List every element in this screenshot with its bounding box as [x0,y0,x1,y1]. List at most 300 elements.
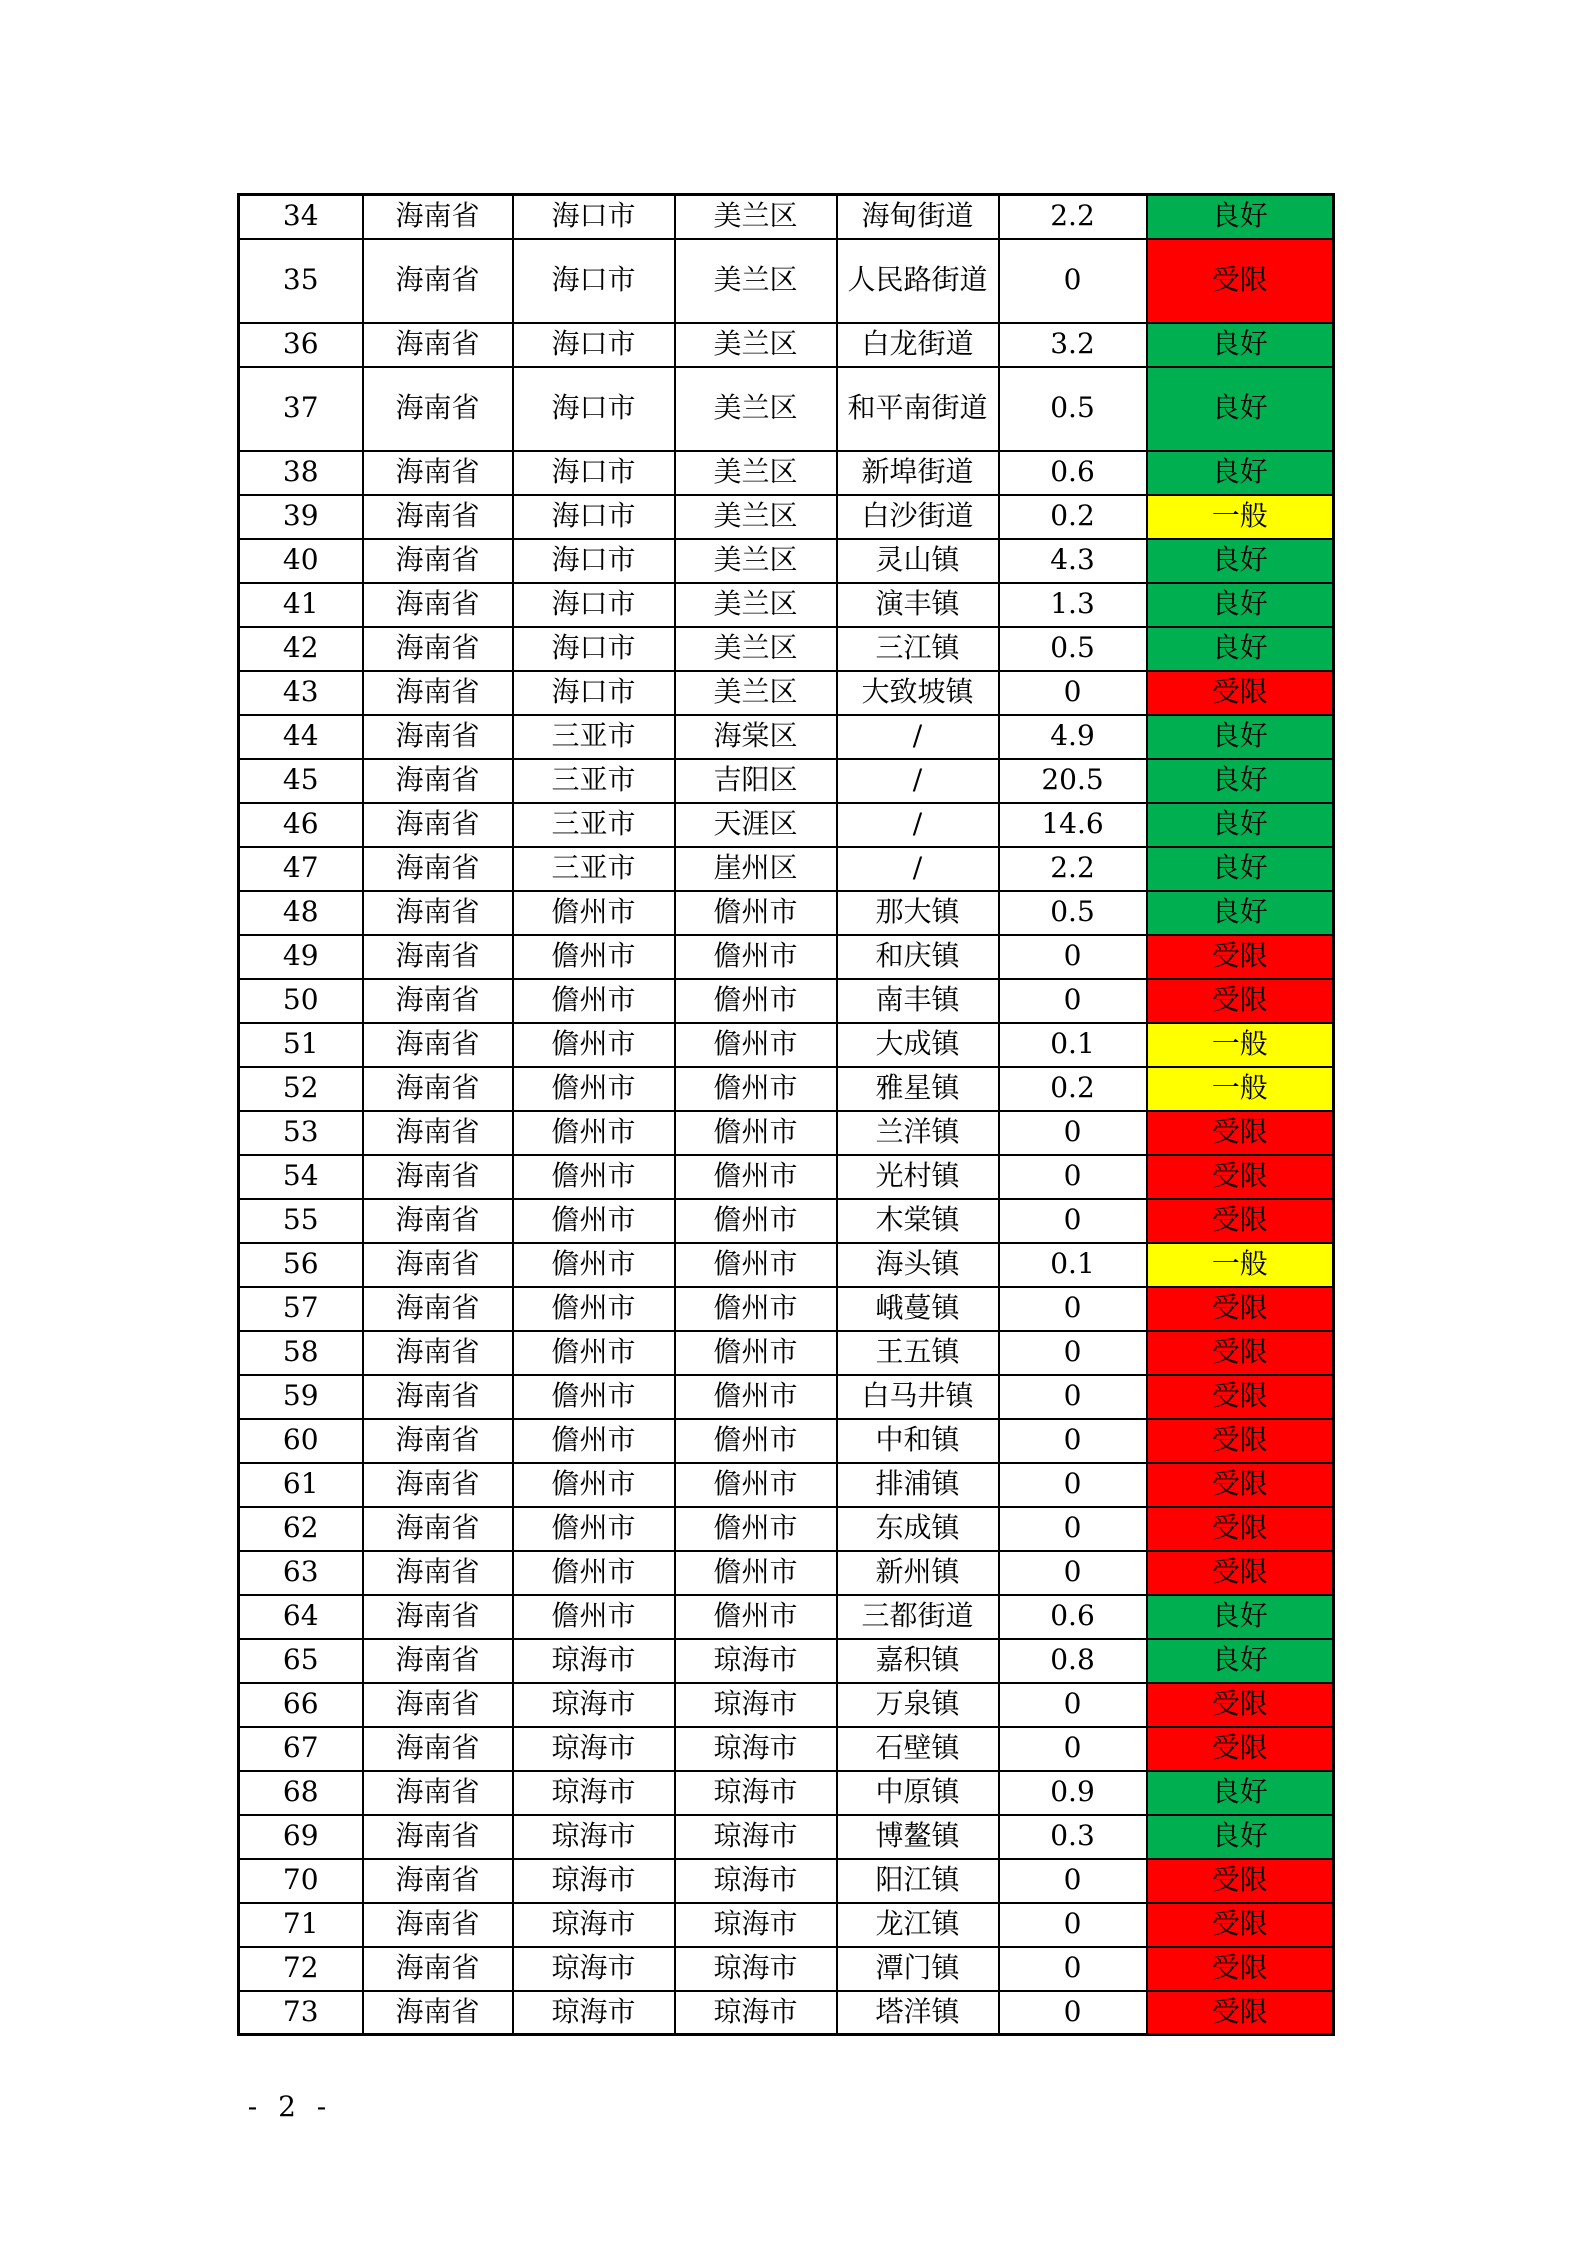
table-row [239,1463,1334,1507]
province-cell: 海南省 [363,1463,513,1507]
city-cell: 儋州市 [513,1375,675,1419]
province-cell: 海南省 [363,1551,513,1595]
province-cell: 海南省 [363,847,513,891]
district-cell: 美兰区 [675,627,837,671]
district-cell: 海棠区 [675,715,837,759]
city-cell: 琼海市 [513,1683,675,1727]
district-cell: 天涯区 [675,803,837,847]
province-cell: 海南省 [363,1991,513,2035]
table-row [239,195,1334,239]
table-row [239,1947,1334,1991]
status-cell: 受限 [1147,1947,1334,1991]
table-row [239,1243,1334,1287]
town-cell: 白马井镇 [837,1375,999,1419]
row-number-cell: 47 [239,847,363,891]
city-cell: 儋州市 [513,1199,675,1243]
district-cell: 崖州区 [675,847,837,891]
value-cell: 0 [999,1727,1147,1771]
value-cell: 0.1 [999,1023,1147,1067]
city-cell: 儋州市 [513,1155,675,1199]
status-cell: 良好 [1147,715,1334,759]
status-cell: 良好 [1147,451,1334,495]
table-row [239,1507,1334,1551]
value-cell: 0.2 [999,1067,1147,1111]
province-cell: 海南省 [363,1199,513,1243]
town-cell: 塔洋镇 [837,1991,999,2035]
city-cell: 儋州市 [513,1331,675,1375]
table-row [239,759,1334,803]
table-row [239,1067,1334,1111]
status-cell: 良好 [1147,195,1334,239]
table-row [239,1287,1334,1331]
row-number-cell: 65 [239,1639,363,1683]
table-row [239,1595,1334,1639]
city-cell: 儋州市 [513,1111,675,1155]
region-table-body [239,195,1334,2035]
table-row [239,1727,1334,1771]
town-cell: 王五镇 [837,1331,999,1375]
town-cell: 峨蔓镇 [837,1287,999,1331]
status-cell: 受限 [1147,1331,1334,1375]
town-cell: 石壁镇 [837,1727,999,1771]
table-row [239,495,1334,539]
table-row [239,1375,1334,1419]
status-cell: 良好 [1147,847,1334,891]
value-cell: 0 [999,1287,1147,1331]
town-cell: 白龙街道 [837,323,999,367]
province-cell: 海南省 [363,323,513,367]
value-cell: 20.5 [999,759,1147,803]
province-cell: 海南省 [363,803,513,847]
city-cell: 儋州市 [513,1419,675,1463]
city-cell: 儋州市 [513,1551,675,1595]
province-cell: 海南省 [363,1331,513,1375]
value-cell: 0 [999,239,1147,323]
city-cell: 儋州市 [513,1067,675,1111]
district-cell: 琼海市 [675,1727,837,1771]
town-cell: 光村镇 [837,1155,999,1199]
table-row [239,367,1334,451]
city-cell: 儋州市 [513,1023,675,1067]
district-cell: 儋州市 [675,1595,837,1639]
district-cell: 儋州市 [675,1287,837,1331]
district-cell: 美兰区 [675,451,837,495]
value-cell: 0 [999,1463,1147,1507]
value-cell: 2.2 [999,195,1147,239]
status-cell: 良好 [1147,539,1334,583]
status-cell: 受限 [1147,1727,1334,1771]
value-cell: 0.2 [999,495,1147,539]
town-cell: 演丰镇 [837,583,999,627]
city-cell: 海口市 [513,671,675,715]
city-cell: 琼海市 [513,1727,675,1771]
town-cell: 那大镇 [837,891,999,935]
table-row [239,1903,1334,1947]
town-cell: / [837,759,999,803]
value-cell: 0 [999,1331,1147,1375]
province-cell: 海南省 [363,451,513,495]
row-number-cell: 73 [239,1991,363,2035]
city-cell: 海口市 [513,451,675,495]
town-cell: 三江镇 [837,627,999,671]
status-cell: 受限 [1147,1551,1334,1595]
province-cell: 海南省 [363,979,513,1023]
row-number-cell: 35 [239,239,363,323]
province-cell: 海南省 [363,1067,513,1111]
town-cell: 人民路街道 [837,239,999,323]
district-cell: 美兰区 [675,239,837,323]
province-cell: 海南省 [363,671,513,715]
city-cell: 海口市 [513,195,675,239]
table-row [239,1991,1334,2035]
province-cell: 海南省 [363,1771,513,1815]
district-cell: 美兰区 [675,539,837,583]
value-cell: 0 [999,1111,1147,1155]
value-cell: 0.1 [999,1243,1147,1287]
province-cell: 海南省 [363,1947,513,1991]
city-cell: 儋州市 [513,1243,675,1287]
row-number-cell: 36 [239,323,363,367]
district-cell: 儋州市 [675,1419,837,1463]
town-cell: 海甸街道 [837,195,999,239]
status-cell: 良好 [1147,1639,1334,1683]
province-cell: 海南省 [363,495,513,539]
value-cell: 0.5 [999,627,1147,671]
town-cell: 中原镇 [837,1771,999,1815]
row-number-cell: 37 [239,367,363,451]
value-cell: 3.2 [999,323,1147,367]
row-number-cell: 52 [239,1067,363,1111]
town-cell: 三都街道 [837,1595,999,1639]
row-number-cell: 39 [239,495,363,539]
city-cell: 儋州市 [513,1507,675,1551]
table-row [239,323,1334,367]
province-cell: 海南省 [363,759,513,803]
province-cell: 海南省 [363,195,513,239]
row-number-cell: 45 [239,759,363,803]
district-cell: 琼海市 [675,1903,837,1947]
value-cell: 0.5 [999,367,1147,451]
district-cell: 儋州市 [675,1023,837,1067]
value-cell: 0 [999,1551,1147,1595]
row-number-cell: 40 [239,539,363,583]
row-number-cell: 58 [239,1331,363,1375]
district-cell: 吉阳区 [675,759,837,803]
town-cell: 中和镇 [837,1419,999,1463]
town-cell: 和庆镇 [837,935,999,979]
province-cell: 海南省 [363,1507,513,1551]
status-cell: 良好 [1147,627,1334,671]
town-cell: 万泉镇 [837,1683,999,1727]
value-cell: 0.8 [999,1639,1147,1683]
city-cell: 儋州市 [513,935,675,979]
district-cell: 儋州市 [675,1551,837,1595]
province-cell: 海南省 [363,1903,513,1947]
table-row [239,451,1334,495]
row-number-cell: 66 [239,1683,363,1727]
status-cell: 一般 [1147,495,1334,539]
province-cell: 海南省 [363,239,513,323]
value-cell: 0 [999,935,1147,979]
status-cell: 良好 [1147,367,1334,451]
town-cell: 灵山镇 [837,539,999,583]
table-row [239,583,1334,627]
city-cell: 三亚市 [513,847,675,891]
table-row [239,715,1334,759]
table-row [239,979,1334,1023]
city-cell: 儋州市 [513,1595,675,1639]
region-status-table [237,193,1335,2036]
table-row [239,671,1334,715]
status-cell: 受限 [1147,935,1334,979]
province-cell: 海南省 [363,1155,513,1199]
status-cell: 良好 [1147,583,1334,627]
row-number-cell: 49 [239,935,363,979]
town-cell: / [837,715,999,759]
status-cell: 良好 [1147,803,1334,847]
town-cell: 新埠街道 [837,451,999,495]
city-cell: 海口市 [513,495,675,539]
value-cell: 0 [999,1947,1147,1991]
town-cell: 木棠镇 [837,1199,999,1243]
value-cell: 2.2 [999,847,1147,891]
table-row [239,891,1334,935]
district-cell: 儋州市 [675,1331,837,1375]
value-cell: 0.5 [999,891,1147,935]
province-cell: 海南省 [363,1287,513,1331]
province-cell: 海南省 [363,1111,513,1155]
status-cell: 良好 [1147,891,1334,935]
row-number-cell: 63 [239,1551,363,1595]
row-number-cell: 41 [239,583,363,627]
status-cell: 受限 [1147,1375,1334,1419]
value-cell: 0 [999,1991,1147,2035]
value-cell: 4.3 [999,539,1147,583]
town-cell: 白沙街道 [837,495,999,539]
row-number-cell: 72 [239,1947,363,1991]
table-row [239,1111,1334,1155]
value-cell: 0 [999,1683,1147,1727]
town-cell: 阳江镇 [837,1859,999,1903]
province-cell: 海南省 [363,627,513,671]
table-row [239,239,1334,323]
status-cell: 良好 [1147,323,1334,367]
town-cell: 排浦镇 [837,1463,999,1507]
status-cell: 受限 [1147,1507,1334,1551]
district-cell: 琼海市 [675,1991,837,2035]
town-cell: / [837,847,999,891]
district-cell: 儋州市 [675,1199,837,1243]
row-number-cell: 54 [239,1155,363,1199]
table-row [239,1155,1334,1199]
city-cell: 儋州市 [513,979,675,1023]
status-cell: 受限 [1147,1903,1334,1947]
town-cell: 嘉积镇 [837,1639,999,1683]
town-cell: 和平南街道 [837,367,999,451]
town-cell: 博鳌镇 [837,1815,999,1859]
table-row [239,1551,1334,1595]
town-cell: 海头镇 [837,1243,999,1287]
province-cell: 海南省 [363,1639,513,1683]
province-cell: 海南省 [363,1595,513,1639]
value-cell: 0 [999,1375,1147,1419]
district-cell: 美兰区 [675,495,837,539]
value-cell: 0.9 [999,1771,1147,1815]
province-cell: 海南省 [363,539,513,583]
row-number-cell: 69 [239,1815,363,1859]
status-cell: 受限 [1147,671,1334,715]
city-cell: 琼海市 [513,1639,675,1683]
district-cell: 琼海市 [675,1947,837,1991]
province-cell: 海南省 [363,583,513,627]
town-cell: 大成镇 [837,1023,999,1067]
table-row [239,1683,1334,1727]
province-cell: 海南省 [363,1815,513,1859]
status-cell: 受限 [1147,979,1334,1023]
table-row [239,1419,1334,1463]
city-cell: 儋州市 [513,1287,675,1331]
row-number-cell: 51 [239,1023,363,1067]
district-cell: 琼海市 [675,1815,837,1859]
province-cell: 海南省 [363,891,513,935]
district-cell: 琼海市 [675,1859,837,1903]
district-cell: 儋州市 [675,891,837,935]
town-cell: 东成镇 [837,1507,999,1551]
value-cell: 0.3 [999,1815,1147,1859]
row-number-cell: 44 [239,715,363,759]
district-cell: 美兰区 [675,195,837,239]
city-cell: 儋州市 [513,1463,675,1507]
status-cell: 良好 [1147,1815,1334,1859]
table-row [239,627,1334,671]
table-row [239,1859,1334,1903]
province-cell: 海南省 [363,1859,513,1903]
district-cell: 美兰区 [675,583,837,627]
row-number-cell: 64 [239,1595,363,1639]
province-cell: 海南省 [363,367,513,451]
status-cell: 受限 [1147,1287,1334,1331]
town-cell: 大致坡镇 [837,671,999,715]
status-cell: 受限 [1147,1463,1334,1507]
row-number-cell: 34 [239,195,363,239]
row-number-cell: 55 [239,1199,363,1243]
row-number-cell: 48 [239,891,363,935]
row-number-cell: 43 [239,671,363,715]
table-row [239,1771,1334,1815]
district-cell: 美兰区 [675,367,837,451]
town-cell: 潭门镇 [837,1947,999,1991]
row-number-cell: 60 [239,1419,363,1463]
city-cell: 琼海市 [513,1991,675,2035]
row-number-cell: 42 [239,627,363,671]
value-cell: 4.9 [999,715,1147,759]
status-cell: 受限 [1147,1199,1334,1243]
table-row [239,1331,1334,1375]
value-cell: 0 [999,979,1147,1023]
value-cell: 0.6 [999,451,1147,495]
row-number-cell: 46 [239,803,363,847]
table-row [239,1639,1334,1683]
district-cell: 儋州市 [675,1155,837,1199]
value-cell: 0 [999,1859,1147,1903]
city-cell: 三亚市 [513,759,675,803]
status-cell: 良好 [1147,759,1334,803]
value-cell: 0 [999,1419,1147,1463]
row-number-cell: 59 [239,1375,363,1419]
value-cell: 0 [999,1507,1147,1551]
status-cell: 受限 [1147,1155,1334,1199]
status-cell: 一般 [1147,1243,1334,1287]
status-cell: 受限 [1147,1683,1334,1727]
town-cell: 新州镇 [837,1551,999,1595]
town-cell: 雅星镇 [837,1067,999,1111]
district-cell: 儋州市 [675,1507,837,1551]
city-cell: 儋州市 [513,891,675,935]
value-cell: 0 [999,671,1147,715]
city-cell: 琼海市 [513,1903,675,1947]
city-cell: 琼海市 [513,1947,675,1991]
value-cell: 14.6 [999,803,1147,847]
row-number-cell: 61 [239,1463,363,1507]
city-cell: 海口市 [513,239,675,323]
city-cell: 海口市 [513,323,675,367]
status-cell: 良好 [1147,1771,1334,1815]
district-cell: 儋州市 [675,1463,837,1507]
province-cell: 海南省 [363,715,513,759]
city-cell: 琼海市 [513,1771,675,1815]
province-cell: 海南省 [363,1243,513,1287]
status-cell: 一般 [1147,1023,1334,1067]
province-cell: 海南省 [363,1375,513,1419]
city-cell: 三亚市 [513,803,675,847]
city-cell: 琼海市 [513,1859,675,1903]
status-cell: 受限 [1147,1419,1334,1463]
value-cell: 0 [999,1903,1147,1947]
district-cell: 琼海市 [675,1771,837,1815]
row-number-cell: 67 [239,1727,363,1771]
row-number-cell: 50 [239,979,363,1023]
status-cell: 良好 [1147,1595,1334,1639]
province-cell: 海南省 [363,935,513,979]
district-cell: 儋州市 [675,1243,837,1287]
city-cell: 海口市 [513,539,675,583]
province-cell: 海南省 [363,1023,513,1067]
table-row [239,935,1334,979]
province-cell: 海南省 [363,1419,513,1463]
value-cell: 0 [999,1199,1147,1243]
district-cell: 儋州市 [675,935,837,979]
town-cell: / [837,803,999,847]
province-cell: 海南省 [363,1683,513,1727]
table-row [239,803,1334,847]
value-cell: 0.6 [999,1595,1147,1639]
town-cell: 龙江镇 [837,1903,999,1947]
city-cell: 海口市 [513,583,675,627]
row-number-cell: 68 [239,1771,363,1815]
town-cell: 兰洋镇 [837,1111,999,1155]
table-row [239,847,1334,891]
province-cell: 海南省 [363,1727,513,1771]
row-number-cell: 57 [239,1287,363,1331]
status-cell: 受限 [1147,239,1334,323]
row-number-cell: 62 [239,1507,363,1551]
city-cell: 海口市 [513,627,675,671]
town-cell: 南丰镇 [837,979,999,1023]
row-number-cell: 56 [239,1243,363,1287]
table-row [239,1023,1334,1067]
status-cell: 一般 [1147,1067,1334,1111]
table-row [239,1815,1334,1859]
